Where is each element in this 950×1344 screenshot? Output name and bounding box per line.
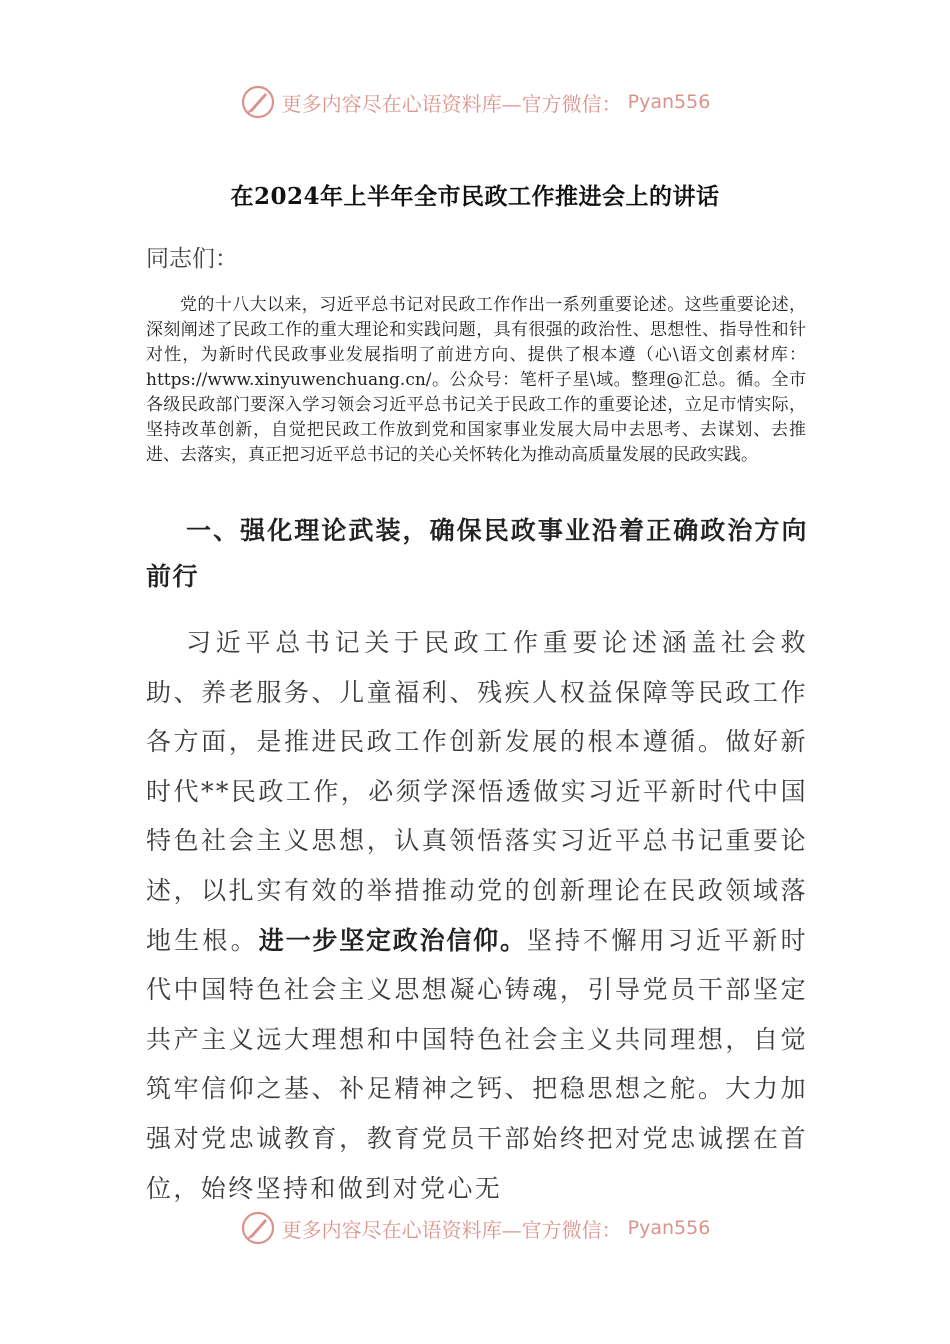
watermark-text: 更多内容尽在心语资料库—官方微信：	[281, 91, 622, 116]
body-paragraph	[146, 618, 808, 1213]
quill-logo-icon	[240, 1210, 276, 1246]
watermark-wechat-id: Pyan556	[627, 1217, 711, 1239]
watermark-wechat-id: Pyan556	[627, 91, 711, 113]
header-watermark	[0, 82, 950, 122]
document-title: 在2024年上半年全市民政工作推进会上的讲话	[230, 183, 720, 210]
salutation: 同志们：	[146, 246, 238, 272]
body-text-part-2: 坚持不懈用习近平新时代中国特色社会主义思想凝心铸魂，引导党员干部坚定共产主义远大理想和中国特色社会主义共同理想，自觉筑牢信仰之基、补足精神之钙、把稳思想之舵。大力加强对党忠诚教育，教育党员干部始终把对党忠诚摆在首位，始终坚持和做到对党心无	[146, 925, 808, 1203]
watermark-text: 更多内容尽在心语资料库—官方微信：	[281, 1217, 622, 1242]
body-text-part-1: 习近平总书记关于民政工作重要论述涵盖社会救助、养老服务、儿童福利、残疾人权益保障等民政工作各方面，是推进民政工作创新发展的根本遵循。做好新时代**民政工作，必须学深悟透做实习近平新时代中国特色社会主义思想，认真领悟落实习近平总书记重要论述，以扎实有效的举措推动党的创新理论在民政领域落地生根。	[146, 628, 808, 955]
intro-paragraph: 党的十八大以来，习近平总书记对民政工作作出一系列重要论述。这些重要论述，深刻阐述了民政工作的重大理论和实践问题，具有很强的政治性、思想性、指导性和针对性，为新时代民政事业发展指明了前进方向、提供了根本遵（心\语文创素材库：https://www.xinyuwenchuang.cn/。公众号：笔杆子星\域。整理@汇总。循。全市各级民政部门要深入学习领会习近平总书记关于民政工作的重要论述，立足市情实际，坚持改革创新，自觉把民政工作放到党和国家事业发展大局中去思考、去谋划、去推进、去落实，真正把习近平总书记的关心关怀转化为推动高质量发展的民政实践。	[146, 295, 806, 465]
quill-logo-icon	[240, 84, 276, 120]
footer-watermark	[0, 1208, 950, 1248]
body-bold-lead: 进一步坚定政治信仰。	[258, 925, 527, 955]
section-heading: 一、强化理论武装，确保民政事业沿着正确政治方向前行	[146, 516, 808, 591]
